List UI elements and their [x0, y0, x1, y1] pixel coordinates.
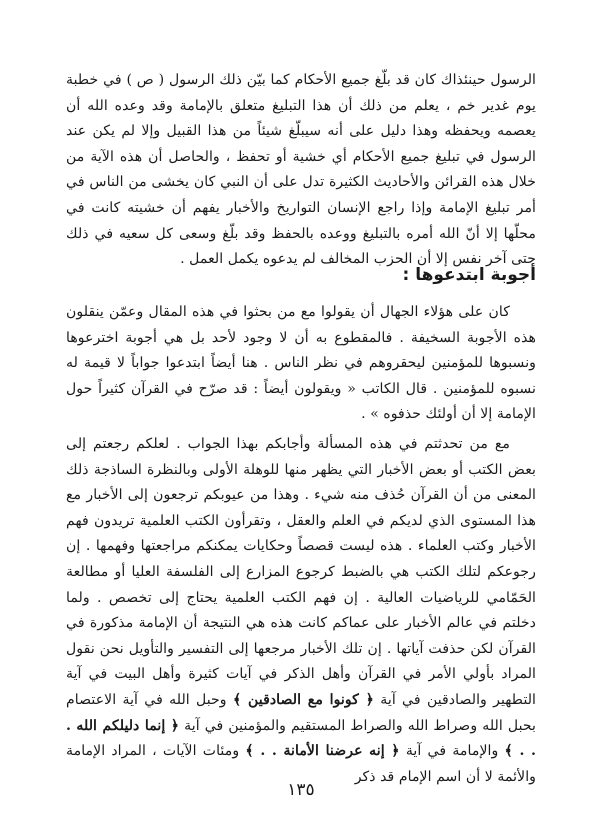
- page-number: ١٣٥: [287, 780, 315, 800]
- quran-quote-1: ﴿ كونوا مع الصادقين ﴾: [232, 691, 374, 708]
- quran-quote-3: ﴿ إنه عرضنا الأمانة . . ﴾: [245, 743, 400, 760]
- paragraph-3-part-c: والإمامة في آية: [405, 743, 499, 760]
- paragraph-1: الرسول حينئذاك كان قد بلّغ جميع الأحكام كما بيّن ذلك الرسول ( ص ) في خطبة يوم غدير خم ، يعلم من ذلك أن هذا التبليغ متعلق بالإمامة وقد وعده الله أن يعصمه ويحفظه وهذا دليل على أنه سيبلّغ شيئاً من هذا القبيل وإلا لم يكن عند الرسول في تبليغ جميع الأحكام أي خشية أو تحفظ ، والحاصل أن هذه الآية من خلال هذه القرائن والأحاديث الكثيرة تدل على أن النبي كان يخشى من الناس في أمر تبليغ الإمامة وإذا راجع الإنسان التواريخ والأخبار يفهم أن خشيته كانت في محلّها إلا أنّ الله أمره بالتبليغ ووعده بالحفظ وقد بلّغ وسعى كل سعيه في ذلك حتى آخر نفس إلا أن الحزب المخالف لم يدعوه يكمل العمل .: [66, 72, 536, 268]
- paragraph-3-part-a: مع من تحدثتم في هذه المسألة وأجابكم بهذا الجواب . لعلكم رجعتم إلى بعض الكتب أو بعض الأخبار التي يظهر منها للوهلة الأولى وبالنظرة الساذجة ذلك المعنى من أن القرآن حُذف منه شيء . وهذا من عيوبكم ترجعون إلى الأخبار مع هذا المستوى الذي لديكم في العلم والعقل ، وتقرأون الكتب العلمية تريدون فهم الأخبار وكتب العلماء . هذه ليست قصصاً وحكايات يمكنكم مراجعتها وفهمها . إن رجوعكم لتلك الكتب هي بالضبط كرجوع المزارع إلى الفلسفة العليا أو مطالعة الحَمّامي للرياضيات العالية . إن فهم الكتب العلمية يحتاج إلى تخصص . ولما دخلتم في عالم الأخبار على عماكم كانت هذه هي النتيجة أن الإمامة مذكورة في القرآن لكن حذفت آياتها . إن تلك الأخبار مرجعها إلى التفسير والتأويل نحن نقول المراد بأولي الأمر في القرآن وأهل الذكر في آيات كثيرة وأهل البيت في آية التطهير والصادقين في آية: [66, 436, 536, 708]
- paragraph-3-part-b: وحبل الله في آية الاعتصام بحبل الله وصراط الله والصراط المستقيم والمؤمنين في آية: [66, 691, 537, 734]
- quran-quote-2: ﴿ إنما دليلكم الله . . . ﴾: [66, 717, 536, 760]
- paragraph-3-part-d: ومئات الآيات ، المراد الإمامة والأئمة لا أن اسم الإمام قد ذكر: [66, 743, 536, 785]
- paragraph-2: كان على هؤلاء الجهال أن يقولوا مع من بحثوا في هذه المقال وعمّن ينقلون هذه الأجوبة السخيفة . فالمقطوع به أن لا وجود لأحد بل هي أجوبة اخترعوها ونسبوها للمؤمنين ليحقروهم في نظر الناس . هنا أيضاً ابتدعوا جواباً لا قيمة له نسبوه للمؤمنين . قال الكاتب « ويقولون أيضاً : قد صرّح في القرآن كثيراً حول الإمامة إلا أن أولئك حذفوه » .: [66, 304, 536, 423]
- paragraph-3: [66, 432, 536, 790]
- section-heading: أجوبة ابتدعوها :: [402, 265, 536, 285]
